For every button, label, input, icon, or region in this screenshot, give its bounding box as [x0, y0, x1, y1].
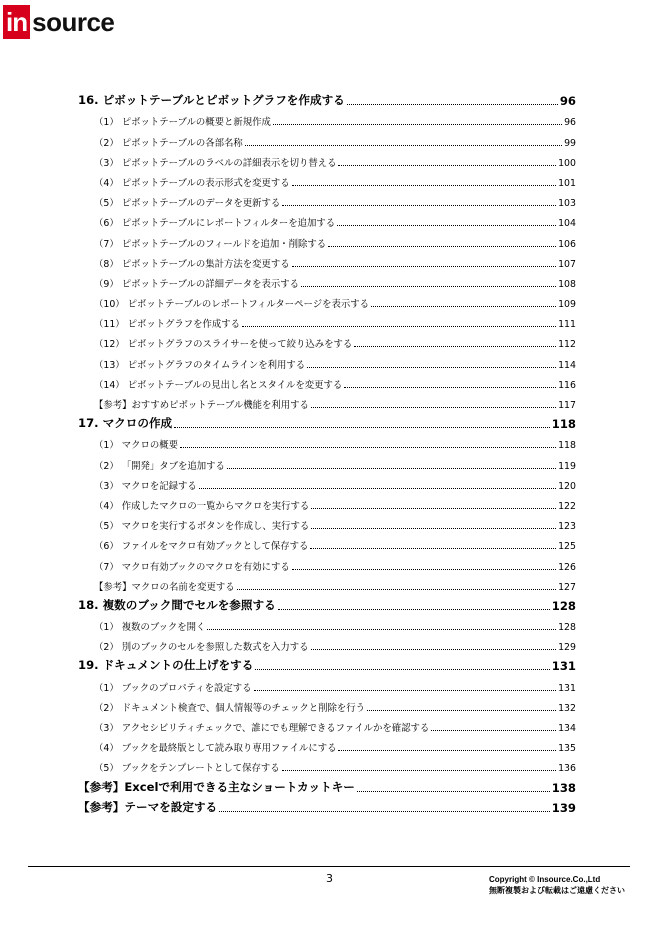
toc-entry-title: （1） ブックのプロパティを設定する [94, 682, 252, 694]
toc-subentry [78, 231, 576, 251]
logo-in: in [3, 5, 30, 39]
toc-subentry [78, 352, 576, 372]
dot-leader [180, 447, 556, 448]
toc-subentry [78, 252, 576, 272]
toc-entry-title: （1） ピボットテーブルの概要と新規作成 [94, 117, 271, 129]
toc-entry-page: 104 [558, 218, 576, 230]
toc-entry-page: 96 [559, 94, 576, 109]
toc-subentry [78, 393, 576, 413]
toc-entry-title: 19. ドキュメントの仕上げをする [78, 658, 254, 673]
toc-subentry [78, 494, 576, 514]
toc-subentry [78, 575, 576, 595]
toc-subentry [78, 211, 576, 231]
toc-entry-title: （2） ドキュメント検査で、個人情報等のチェックと削除を行う [94, 702, 365, 714]
toc-entry-page: 126 [558, 561, 576, 573]
toc-entry-page: 103 [558, 198, 576, 210]
toc-subentry [78, 736, 576, 756]
toc-entry-title: 【参考】おすすめピボットテーブル機能を利用する [94, 400, 309, 411]
toc-subentry [78, 635, 576, 655]
toc-section-entry [78, 776, 576, 796]
toc-entry-page: 101 [558, 177, 576, 189]
toc-entry-title: （4） 作成したマクロの一覧からマクロを実行する [94, 500, 310, 512]
dot-leader [311, 407, 556, 408]
toc-entry-title: （6） ピボットテーブルにレポートフィルターを追加する [94, 218, 336, 230]
toc-entry-title: （13） ピボットグラフのタイムラインを利用する [94, 359, 306, 371]
toc-subentry [78, 272, 576, 292]
toc-section-entry [78, 655, 576, 675]
toc-entry-title: （7） ピボットテーブルのフィールドを追加・削除する [94, 238, 327, 250]
dot-leader [273, 124, 562, 125]
toc-entry-page: 138 [551, 780, 576, 795]
toc-entry-title: 18. 複数のブック間でセルを参照する [78, 597, 276, 612]
toc-entry-title: （2） 別のブックのセルを参照した数式を入力する [94, 642, 309, 654]
toc-entry-page: 119 [558, 460, 576, 472]
toc-entry-title: （1） 複数のブックを開く [94, 622, 206, 634]
toc-entry-title: （1） マクロの概要 [94, 440, 178, 452]
dot-leader [227, 468, 556, 469]
dot-leader [292, 569, 556, 570]
dot-leader [371, 306, 556, 307]
toc-entry-page: 127 [558, 581, 576, 593]
toc-subentry [78, 474, 576, 494]
toc-entry-page: 132 [558, 702, 576, 714]
toc-entry-title: 【参考】テーマを設定する [78, 799, 218, 814]
page-number: 3 [326, 872, 333, 885]
dot-leader [338, 750, 556, 751]
dot-leader [307, 367, 556, 368]
dot-leader [282, 770, 557, 771]
toc-entry-page: 107 [558, 258, 576, 270]
toc-entry-page: 129 [558, 642, 576, 654]
toc-entry-title: （4） ピボットテーブルの表示形式を変更する [94, 177, 290, 189]
toc-entry-page: 106 [558, 238, 576, 250]
dot-leader [344, 387, 556, 388]
dot-leader [311, 528, 556, 529]
dot-leader [367, 710, 556, 711]
toc-subentry [78, 151, 576, 171]
dot-leader [237, 589, 556, 590]
toc-subentry [78, 675, 576, 695]
dot-leader [242, 326, 556, 327]
dot-leader [207, 629, 556, 630]
toc-section-entry [78, 413, 576, 433]
toc-subentry [78, 615, 576, 635]
toc-entry-page: 120 [558, 480, 576, 492]
dot-leader [311, 508, 556, 509]
toc-entry-page: 99 [564, 137, 576, 149]
toc-entry-title: （9） ピボットテーブルの詳細データを表示する [94, 278, 299, 290]
dot-leader [278, 609, 550, 610]
toc-entry-title: （5） マクロを実行するボタンを作成し、実行する [94, 521, 310, 533]
dot-leader [254, 690, 557, 691]
dot-leader [347, 104, 558, 105]
toc-subentry [78, 130, 576, 150]
toc-entry-title: （5） ブックをテンプレートとして保存する [94, 763, 280, 775]
dot-leader [311, 649, 557, 650]
toc-section-entry [78, 797, 576, 817]
toc-entry-page: 100 [558, 157, 576, 169]
dot-leader [282, 205, 556, 206]
toc-entry-page: 117 [558, 400, 576, 411]
toc-entry-title: （5） ピボットテーブルのデータを更新する [94, 198, 281, 210]
logo-source: source [32, 7, 115, 37]
toc-entry-title: 【参考】Excelで利用できる主なショートカットキー [78, 779, 355, 794]
copyright-text: Copyright © Insource.Co.,Ltd [489, 875, 601, 884]
toc-entry-page: 118 [551, 417, 576, 432]
toc-entry-title: （4） ブックを最終版として読み取り専用ファイルにする [94, 743, 337, 755]
toc-entry-page: 134 [558, 723, 576, 734]
dot-leader [255, 669, 550, 670]
toc-entry-title: （11） ピボットグラフを作成する [94, 319, 240, 331]
footer-divider [28, 866, 630, 867]
dot-leader [292, 266, 556, 267]
toc-entry-title: （6） ファイルをマクロ有効ブックとして保存する [94, 541, 309, 553]
toc-subentry [78, 373, 576, 393]
toc-subentry [78, 554, 576, 574]
toc-subentry [78, 433, 576, 453]
toc-entry-page: 118 [558, 440, 576, 452]
toc-subentry [78, 332, 576, 352]
toc-entry-page: 139 [551, 800, 576, 815]
toc-entry-page: 109 [558, 299, 576, 311]
toc-subentry [78, 514, 576, 534]
toc-entry-page: 131 [558, 682, 576, 694]
dot-leader [431, 730, 556, 731]
toc-subentry [78, 716, 576, 736]
toc-entry-page: 116 [558, 379, 576, 391]
toc-section-entry [78, 90, 576, 110]
toc-entry-page: 96 [564, 117, 576, 129]
dot-leader [292, 185, 556, 186]
dot-leader [357, 791, 550, 792]
toc-entry-title: 16. ピボットテーブルとピボットグラフを作成する [78, 93, 345, 108]
toc-section-entry [78, 595, 576, 615]
reproduction-notice: 無断複製および転載はご遠慮ください [489, 886, 625, 895]
toc-entry-title: （3） マクロを記録する [94, 480, 197, 492]
toc-entry-page: 128 [551, 598, 576, 613]
toc-subentry [78, 756, 576, 776]
dot-leader [310, 548, 556, 549]
toc-subentry [78, 171, 576, 191]
toc-entry-page: 111 [558, 319, 576, 331]
toc-subentry [78, 696, 576, 716]
toc-entry-title: 【参考】マクロの名前を変更する [94, 581, 235, 593]
dot-leader [301, 286, 556, 287]
toc-subentry [78, 312, 576, 332]
toc-subentry [78, 453, 576, 473]
toc-entry-title: （12） ピボットグラフのスライサーを使って絞り込みをする [94, 339, 353, 351]
table-of-contents [78, 90, 576, 817]
toc-entry-title: （10） ピボットテーブルのレポートフィルターページを表示する [94, 299, 369, 311]
toc-subentry [78, 292, 576, 312]
toc-entry-title: （14） ピボットテーブルの見出し名とスタイルを変更する [94, 379, 343, 391]
toc-entry-title: （7） マクロ有効ブックのマクロを有効にする [94, 561, 290, 573]
toc-entry-page: 136 [558, 763, 576, 775]
toc-entry-page: 131 [551, 659, 576, 674]
toc-entry-page: 108 [558, 278, 576, 290]
toc-subentry [78, 110, 576, 130]
toc-entry-page: 112 [558, 339, 576, 351]
dot-leader [337, 225, 556, 226]
dot-leader [199, 488, 556, 489]
dot-leader [328, 246, 556, 247]
toc-entry-page: 128 [558, 622, 576, 634]
toc-entry-title: （8） ピボットテーブルの集計方法を変更する [94, 258, 290, 270]
copyright-block [489, 874, 625, 896]
toc-entry-page: 125 [558, 541, 576, 553]
toc-subentry [78, 191, 576, 211]
dot-leader [245, 145, 562, 146]
toc-entry-title: 17. マクロの作成 [78, 416, 173, 431]
toc-entry-page: 123 [558, 521, 576, 533]
dot-leader [338, 165, 556, 166]
toc-entry-page: 114 [558, 359, 576, 371]
dot-leader [354, 346, 556, 347]
toc-entry-page: 135 [558, 743, 576, 755]
toc-entry-title: （3） アクセシビリティチェックで、誰にでも理解できるファイルかを確認する [94, 723, 430, 734]
toc-entry-title: （3） ピボットテーブルのラベルの詳細表示を切り替える [94, 157, 337, 169]
toc-entry-page: 122 [558, 500, 576, 512]
dot-leader [174, 427, 550, 428]
toc-subentry [78, 534, 576, 554]
dot-leader [219, 811, 550, 812]
toc-entry-title: （2） 「開発」タブを追加する [94, 460, 225, 472]
insource-logo [3, 5, 114, 39]
toc-entry-title: （2） ピボットテーブルの各部名称 [94, 137, 243, 149]
